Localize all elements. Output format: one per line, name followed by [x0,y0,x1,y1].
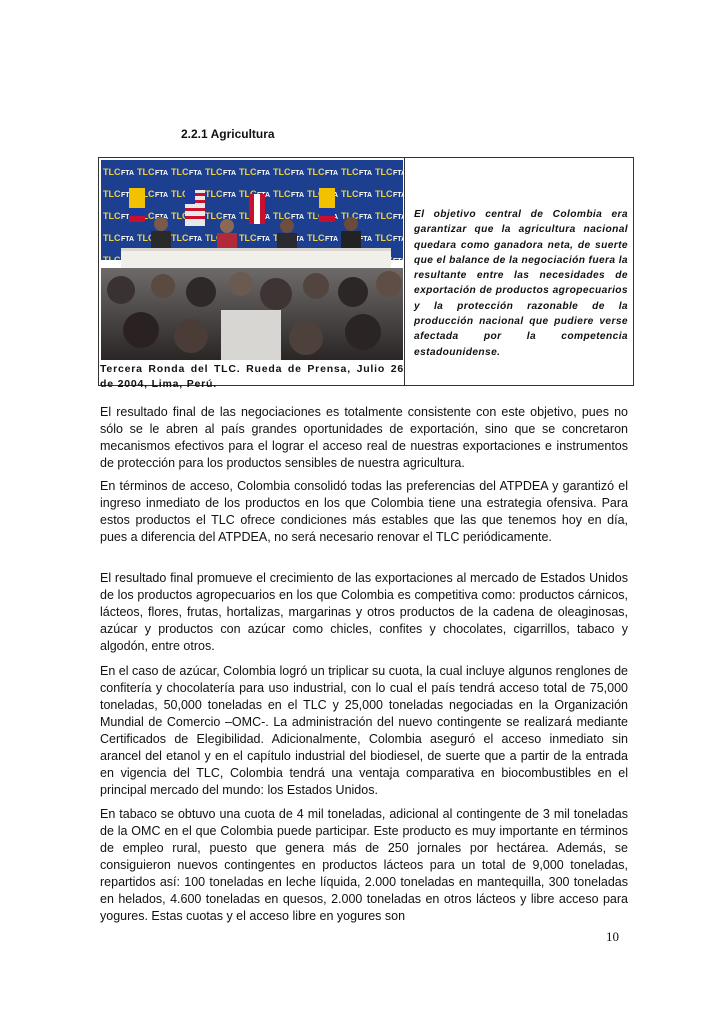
paragraph-4: En el caso de azúcar, Colombia logró un triplicar su cuota, la cual incluye algunos renglones de confitería y chocolatería para uso industrial, con lo cual el país tendrá acceso total de 75,000 toneladas, 50,000 toneladas en el TLC y 25,000 toneladas negociadas en la Organización Mundial de Comercio –OMC-. La administración del nuevo contingente se realizará mediante Certificados de Elegibilidad. Adicionalmente, Colombia aseguró el acceso inmediato sin arancel del etanol y en el capítulo industrial del biodiesel, de suerte que a partir de la entrada en vigencia del TLC, Colombia tendrá una ventaja comparativa en biocombustibles en el principal mercado del mundo: los Estados Unidos. [100,664,628,797]
page-number: 10 [606,929,619,944]
figure-box [98,157,634,390]
section-heading: 2.2.1 Agricultura [181,127,275,141]
paragraph-1: El resultado final de las negociaciones es totalmente consistente con este objetivo, pues no sólo se le abren al país grandes oportunidades de exportación, sino que se concretaron mecanismos efectivos para el lograr el acceso real de nuestras exportaciones e instrumentos de protección para los productos sensibles de nuestra agricultura. [100,405,628,470]
box-divider [404,158,405,385]
paragraph-5: En tabaco se obtuvo una cuota de 4 mil toneladas, adicional al contingente de 3 mil toneladas de la OMC en el que Colombia puede participar. Este producto es muy importante en términos de empleo rural, puesto que genera más de 250 jornales por hectárea. Además, se consiguieron nuevos contingentes en productos lácteos para un total de 9,000 toneladas, repartidos así: 100 toneladas en leche líquida, 2.000 toneladas en mantequilla, 300 toneladas en helados, 4.600 toneladas en quesos, 2.000 toneladas en otros lácteos y libre acceso para yogures. Estas cuotas y el acceso libre en yogures son [100,807,628,923]
press-conference-photo [101,160,403,360]
figure-caption: Tercera Ronda del TLC. Rueda de Prensa, Julio 26 de 2004, Lima, Perú. [100,363,404,390]
paragraph-3: El resultado final promueve el crecimiento de las exportaciones al mercado de Estados Unidos de los productos agropecuarios en los que Colombia es competitiva como: productos cárnicos, lácteos, flores, frutas, hortalizas, margarinas y otros productos de la cadena de oleaginosas, azúcar y productos con azúcar como chicles, confites y chocolates, cigarrillos, tabaco y algodón, entre otros. [100,571,628,653]
paragraph-2: En términos de acceso, Colombia consolidó todas las preferencias del ATPDEA y garantizó el ingreso inmediato de los productos en los que Colombia tiene una estrategia ofensiva. Para estos productos el TLC ofrece condiciones más estables que las que tenemos hoy en día, pues a diferencia del ATPDEA, no será necesario renovar el TLC periódicamente. [100,479,628,544]
highlight-quote: El objetivo central de Colombia era garantizar que la agricultura nacional quedara como ganadora neta, de suerte que el balance de la negociación fuera la resultante entre las necesidades de exportación de productos agropecuarios y la protección razonable de la producción nacional que pudiere verse afectada por la competencia estadounidense. [414,209,628,358]
